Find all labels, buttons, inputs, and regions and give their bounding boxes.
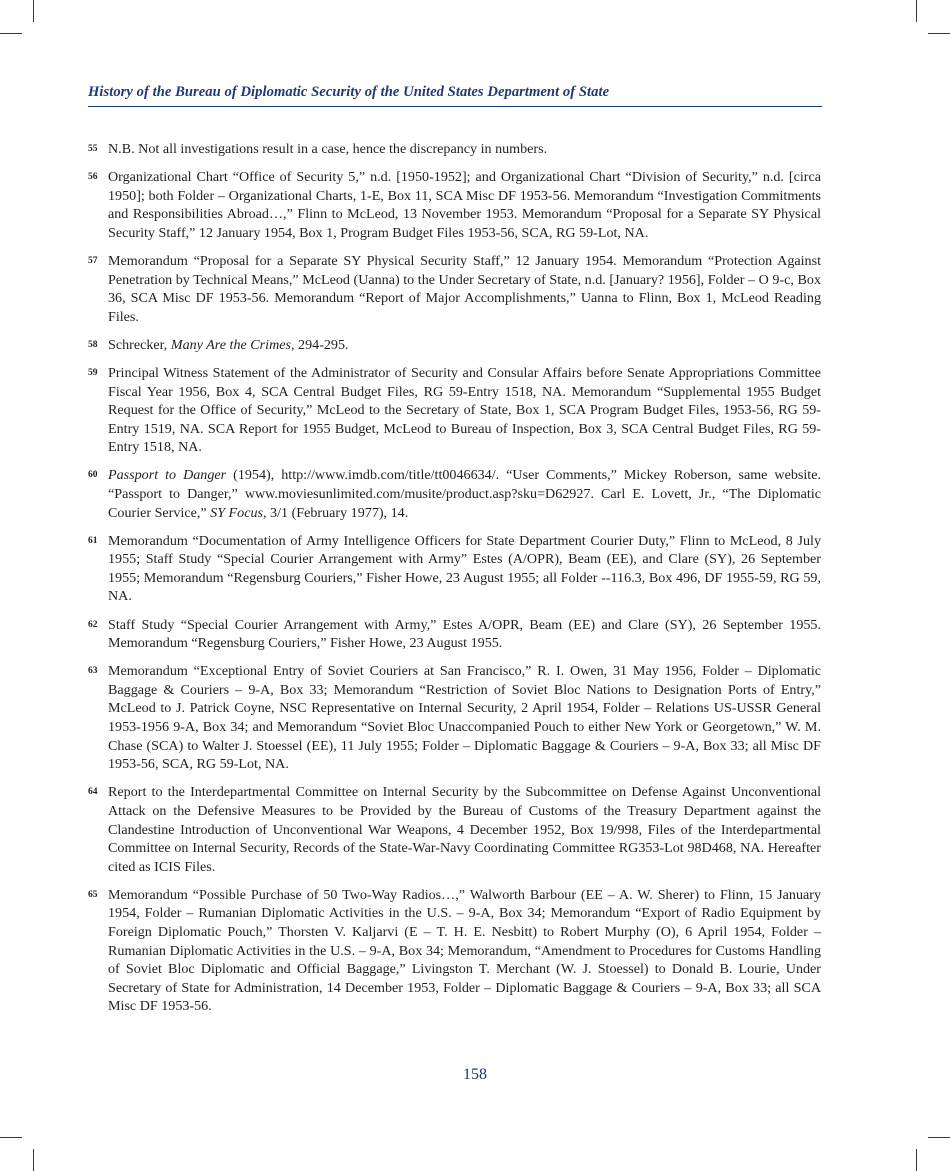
crop-mark-top-right bbox=[916, 0, 917, 22]
endnote-text bbox=[108, 616, 821, 653]
endnote-text-segment: Schrecker, bbox=[108, 336, 171, 353]
endnote-number: 60 bbox=[88, 470, 98, 481]
endnote-text bbox=[108, 532, 821, 606]
crop-mark-bottom-left bbox=[33, 1149, 34, 1171]
endnote-text-segment: Memorandum “Proposal for a Separate SY Physical Security Staff,” 12 January 1954. Memorandum “Protection Against Penetration by Technical Means,” McLeod (Uanna) to the Under Secretary of State, n.d. [January? 1956], Folder – O 9-c, Box 36, SCA Misc DF 1953-56. Memorandum “Report of Major Accomplishments,” Uanna to Flinn, Box 1, McLeod Reading Files. bbox=[108, 252, 821, 325]
endnote-text-segment: Memorandum “Exceptional Entry of Soviet Couriers at San Francisco,” R. I. Owen, 31 May 1956, Folder – Diplomatic Baggage & Couriers – 9-A, Box 33; Memorandum “Restriction of Soviet Bloc Nations to Designation Ports of Entry,” McLeod to J. Patrick Coyne, NSC Representative on Internal Security, 2 April 1954, Folder – Relations US-USSR General 1953-1956 9-A, Box 34; and Memorandum “Soviet Bloc Unaccompanied Pouch to either New York or Georgetown,” W. M. Chase (SCA) to Walter J. Stoessel (EE), 11 July 1955; Folder – Diplomatic Baggage & Couriers – 9-A, Box 33; all Misc DF 1953-56, SCA, RG 59-Lot, NA. bbox=[108, 663, 821, 773]
endnote-number: 65 bbox=[88, 889, 98, 900]
endnote bbox=[88, 783, 821, 876]
endnote-number: 58 bbox=[88, 339, 98, 350]
crop-mark-bottom-left-h bbox=[0, 1137, 22, 1138]
endnote bbox=[88, 168, 821, 242]
endnote bbox=[88, 886, 821, 1016]
endnote-text bbox=[108, 364, 821, 457]
endnote-text bbox=[108, 662, 821, 774]
endnote-text-segment: Principal Witness Statement of the Administrator of Security and Consular Affairs before Senate Appropriations Committee Fiscal Year 1956, Box 4, SCA Central Budget Files, RG 59-Entry 1518, NA. Memorandum “Supplemental 1955 Budget Request for the Office of Security,” McLeod to the Secretary of State, Box 1, SCA Program Budget Files, 1953-56, RG 59-Entry 1519, NA. SCA Report for 1955 Budget, McLeod to Bureau of Inspection, Box 3, SCA Central Budget Files, RG 59-Entry 1518, NA. bbox=[108, 364, 821, 456]
endnote-title-italic: Passport to Danger bbox=[108, 467, 227, 484]
endnote-number: 59 bbox=[88, 367, 98, 378]
endnote bbox=[88, 616, 821, 653]
endnote-number: 62 bbox=[88, 619, 98, 630]
endnote bbox=[88, 336, 821, 355]
endnote-title-italic: Many Are the Crimes bbox=[170, 336, 291, 353]
endnote-title-italic: SY Focus bbox=[210, 504, 263, 521]
endnote bbox=[88, 466, 821, 522]
endnote-number: 63 bbox=[88, 666, 98, 677]
endnote-text-segment: Memorandum “Possible Purchase of 50 Two-Way Radios…,” Walworth Barbour (EE – A. W. Sherer) to Flinn, 15 January 1954, Folder – Rumanian Diplomatic Activities in the U.S. – 9-A, Box 34; Memorandum “Export of Radio Equipment by Foreign Diplomatic Pouch,” Thorsten V. Kaljarvi (E – T. H. E. Nesbitt) to Robert Murphy (O), 6 April 1954, Folder – Rumanian Diplomatic Activities in the U.S. – 9-A, Box 34; Memorandum, “Amendment to Procedures for Customs Handling of Soviet Bloc Diplomatic and Official Baggage,” Livingston T. Merchant (W. J. Stoessel) to Donald B. Lourie, Under Secretary of State for Administration, 14 December 1953, Folder – Diplomatic Baggage & Couriers – 9-A, Box 33; all SCA Misc DF 1953-56. bbox=[108, 886, 821, 1015]
endnote-number: 57 bbox=[88, 255, 98, 266]
endnote-number: 55 bbox=[88, 144, 98, 154]
endnote-text-segment: Organizational Chart “Office of Security 5,” n.d. [1950-1952]; and Organizational Chart “Division of Security,” n.d. [circa 1950]; both Folder – Organizational Charts, 1-E, Box 11, SCA Misc DF 1953-56. Memorandum “Investigation Commitments and Responsibilities Abroad…,” Flinn to McLeod, 13 November 1953. Memorandum “Proposal for a Separate SY Physical Security Staff,” 12 January 1954, Box 1, Program Budget Files 1953-56, SCA, RG 59-Lot, NA. bbox=[108, 169, 821, 241]
header-rule bbox=[88, 106, 822, 107]
crop-mark-top-left-h bbox=[0, 33, 22, 34]
endnote bbox=[88, 252, 821, 326]
crop-mark-bottom-right bbox=[916, 1149, 917, 1171]
endnote bbox=[88, 140, 821, 159]
endnote-text-segment: Report to the Interdepartmental Committee on Internal Security by the Subcommittee on Defense Against Unconventional Attack on the Defensive Measures to be Provided by the Bureau of Customs of the Treasury Department against the Clandestine Introduction of Unconventional War Weapons, 4 December 1952, Box 19/998, Files of the Interdepartmental Committee on Internal Security, Records of the State-War-Navy Coordinating Committee RG353-Lot 98D468, NA. Hereafter cited as ICIS Files. bbox=[108, 784, 821, 875]
endnote-text-segment: N.B. Not all investigations result in a case, hence the discrepancy in numbers. bbox=[108, 141, 548, 157]
endnote-text bbox=[108, 336, 821, 355]
endnote-text-segment: Memorandum “Documentation of Army Intelligence Officers for State Department Courier Duty,” Flinn to McLeod, 8 July 1955; Staff Study “Special Courier Arrangement with Army” Estes (A/OPR), Beam (EE), and Clare (SY), 26 September 1955; Memorandum “Regensburg Couriers,” Fisher Howe, 23 August 1955; all Folder --116.3, Box 496, DF 1955-59, RG 59, NA. bbox=[108, 532, 821, 605]
endnote-text-segment: , 294-295. bbox=[291, 336, 349, 353]
endnotes-list bbox=[88, 140, 821, 1025]
running-head: History of the Bureau of Diplomatic Security of the United States Department of State bbox=[88, 84, 610, 100]
endnote-text bbox=[108, 783, 821, 876]
endnote-text bbox=[108, 886, 821, 1016]
endnote-number: 56 bbox=[88, 172, 98, 183]
endnote bbox=[88, 662, 821, 774]
endnote bbox=[88, 532, 821, 606]
endnote-number: 61 bbox=[88, 535, 98, 546]
crop-mark-bottom-right-h bbox=[928, 1137, 950, 1138]
endnote-text bbox=[108, 466, 821, 522]
page-number: 158 bbox=[463, 1066, 487, 1083]
endnote-number: 64 bbox=[88, 787, 98, 798]
endnote bbox=[88, 364, 821, 457]
endnote-text-segment: , 3/1 (February 1977), 14. bbox=[263, 504, 409, 521]
endnote-text bbox=[108, 252, 821, 326]
endnote-text bbox=[108, 168, 821, 242]
crop-mark-top-left bbox=[33, 0, 34, 22]
endnote-text bbox=[108, 140, 821, 159]
crop-mark-top-right-h bbox=[928, 33, 950, 34]
endnote-text-segment: Staff Study “Special Courier Arrangement with Army,” Estes A/OPR, Beam (EE) and Clare (SY), 26 September 1955. Memorandum “Regensburg Couriers,” Fisher Howe, 23 August 1955. bbox=[108, 616, 821, 652]
endnote-text-segment: (1954), http://www.imdb.com/title/tt0046634/. “User Comments,” Mickey Roberson, same website. “Passport to Danger,” www.moviesunlimited.com/musite/product.asp?sku=D62927. Carl E. Lovett, Jr., “The Diplomatic Courier Service,” bbox=[108, 467, 821, 521]
